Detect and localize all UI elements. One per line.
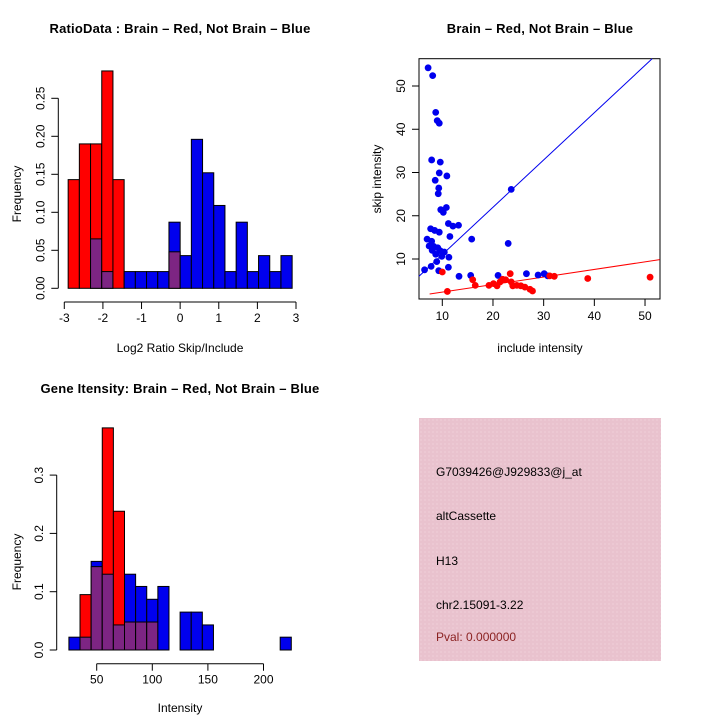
intensity-scatter-canvas [360, 0, 720, 360]
svg-text:40: 40 [587, 309, 602, 323]
gene-info-panel [360, 360, 720, 720]
not-brain-fit-line [419, 59, 652, 277]
y-axis [412, 86, 419, 259]
svg-text:0.3: 0.3 [31, 466, 46, 484]
x-axis [442, 299, 645, 306]
svg-text:10: 10 [435, 309, 449, 323]
x-axis [97, 664, 264, 671]
svg-text:100: 100 [142, 672, 163, 687]
intensity-scatter-xlabel: include intensity [497, 341, 583, 355]
ratio-histogram-title: RatioData : Brain – Red, Not Brain – Blue [49, 21, 311, 36]
x-axis [64, 302, 296, 309]
histogram-bars [68, 71, 292, 288]
gene-info-box [419, 418, 661, 661]
intensity-scatter-panel [360, 0, 720, 360]
y-axis [50, 475, 57, 650]
svg-text:-1: -1 [136, 311, 147, 325]
ratio-histogram-panel [0, 0, 360, 360]
ratio-histogram-canvas [0, 0, 360, 360]
y-tick-labels [32, 466, 46, 658]
gene-intensity-histogram-ylabel: Frequency [10, 533, 24, 591]
svg-text:50: 50 [90, 672, 104, 687]
svg-text:0.0: 0.0 [31, 641, 46, 659]
svg-text:0.25: 0.25 [33, 86, 48, 110]
svg-text:2: 2 [254, 311, 261, 325]
svg-text:0.00: 0.00 [33, 276, 48, 300]
svg-text:0.15: 0.15 [33, 162, 48, 186]
y-axis [51, 98, 58, 288]
svg-text:0.05: 0.05 [33, 238, 48, 262]
probe-id-text: G7039426@J929833@j_at [436, 465, 582, 479]
svg-text:200: 200 [253, 672, 274, 687]
svg-text:-2: -2 [97, 311, 109, 325]
svg-text:1: 1 [215, 311, 223, 325]
svg-text:150: 150 [197, 672, 218, 687]
gene-intensity-histogram-canvas [0, 360, 360, 720]
chromosome-location-text: chr2.15091-3.22 [436, 598, 524, 612]
svg-text:0.20: 0.20 [33, 124, 48, 148]
svg-text:20: 20 [486, 309, 500, 323]
svg-text:10: 10 [394, 252, 409, 266]
histogram-bars [69, 428, 291, 650]
ratio-histogram-ylabel: Frequency [10, 165, 24, 223]
x-tick-labels [436, 309, 652, 323]
ratio-histogram-xlabel: Log2 Ratio Skip/Include [116, 341, 244, 355]
y-tick-labels [33, 86, 47, 300]
svg-text:0.10: 0.10 [33, 200, 48, 224]
gene-intensity-histogram-panel [0, 360, 360, 720]
intensity-scatter-ylabel: skip intensity [370, 144, 384, 214]
gene-intensity-histogram-title: Gene Itensity: Brain – Red, Not Brain – Blue [40, 381, 320, 396]
svg-text:30: 30 [394, 165, 409, 180]
svg-text:40: 40 [394, 122, 409, 136]
svg-text:50: 50 [394, 79, 409, 93]
gene-symbol-text: H13 [436, 554, 459, 568]
svg-text:0.1: 0.1 [31, 583, 46, 601]
svg-text:30: 30 [536, 309, 551, 323]
splice-type-text: altCassette [436, 509, 497, 523]
svg-text:50: 50 [638, 309, 652, 323]
intensity-scatter-title: Brain – Red, Not Brain – Blue [446, 21, 634, 36]
svg-text:-3: -3 [58, 311, 70, 325]
svg-text:0.2: 0.2 [31, 525, 46, 542]
gene-intensity-histogram-xlabel: Intensity [157, 701, 203, 715]
pval-text: Pval: 0.000000 [436, 630, 517, 644]
svg-text:0: 0 [176, 311, 184, 325]
y-tick-labels [394, 79, 408, 266]
svg-text:20: 20 [394, 209, 409, 223]
plot-box [419, 59, 660, 299]
svg-text:3: 3 [292, 311, 300, 325]
x-tick-labels [90, 673, 274, 687]
blue-points [421, 64, 551, 279]
x-tick-labels [59, 311, 300, 325]
